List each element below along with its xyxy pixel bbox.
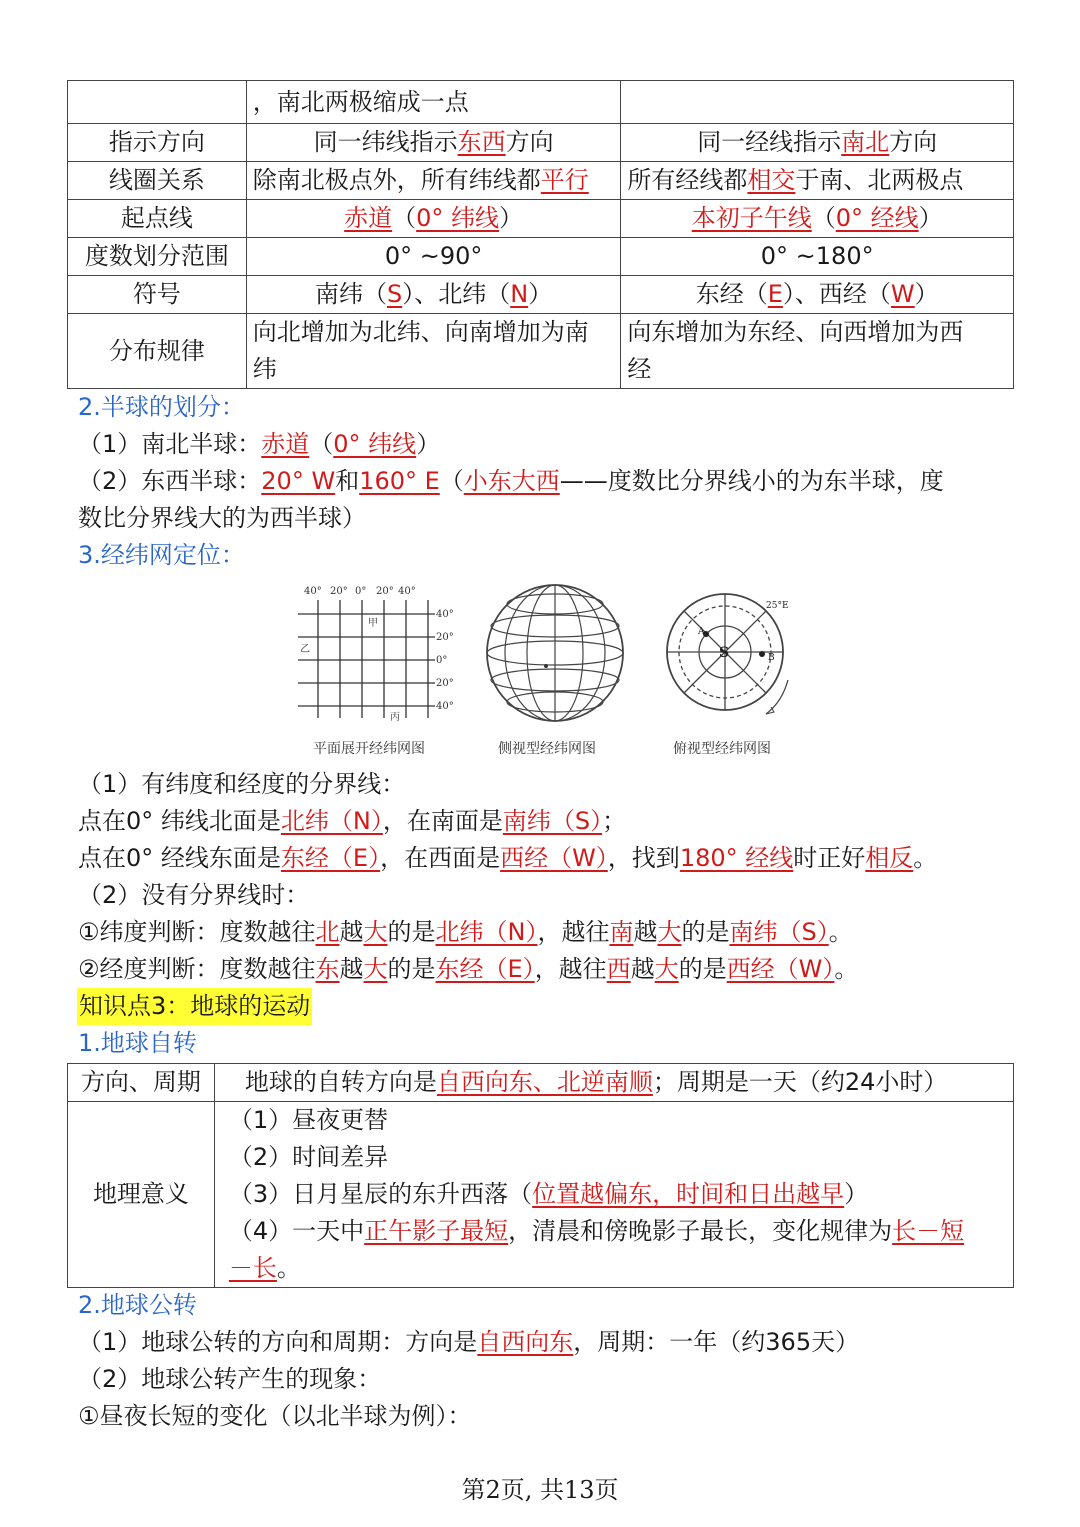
row-label: 起点线 [68, 200, 247, 238]
paragraph: （2）地球公转产生的现象： [78, 1365, 382, 1393]
paragraph: （1）有纬度和经度的分界线： [78, 770, 406, 798]
point-label: 丙 [390, 712, 400, 723]
row-label: 地理意义 [68, 1102, 215, 1288]
knowledge-point-title: 知识点3：地球的运动 [77, 988, 312, 1025]
table-row: 起点线 赤道（0° 纬线） 本初子午线（0° 经线） [68, 200, 1014, 238]
paragraph: 点在0° 经线东面是东经（E），在西面是西经（W），找到180° 经线时正好相反。 [78, 844, 938, 872]
section-title-revolution: 2.地球公转 [78, 1291, 197, 1319]
tick-label: 40° [436, 609, 454, 620]
paragraph: ②经度判断：度数越往东越大的是东经（E），越往西越大的是西经（W）。 [78, 955, 859, 983]
list-item: （2）时间差异 [228, 1143, 389, 1171]
list-item: （4）一天中正午影子最短，清晨和傍晚影子最长，变化规律为长－短 [228, 1217, 965, 1245]
tick-label: 40° [436, 701, 454, 712]
tick-label: 0° [355, 586, 367, 597]
figure-caption: 平面展开经纬网图 [313, 741, 425, 757]
tick-label: 20° [436, 632, 454, 643]
list-item: （1）昼夜更替 [228, 1106, 389, 1134]
row-label: 符号 [68, 276, 247, 314]
paragraph: （2）没有分界线时： [78, 881, 310, 909]
pole-label: S [719, 645, 730, 661]
row-label: 度数划分范围 [68, 238, 247, 276]
paragraph: 数比分界线大的为西半球） [78, 504, 366, 532]
globe-side-figure [480, 578, 630, 726]
rotation-table [67, 1063, 1014, 1288]
row-label: 方向、周期 [68, 1064, 215, 1102]
tick-label: 20° [330, 586, 348, 597]
figure-caption: 俯视型经纬网图 [673, 741, 771, 757]
table-row: 符号 南纬（S）、北纬（N） 东经（E）、西经（W） [68, 276, 1014, 314]
paragraph: ①纬度判断：度数越往北越大的是北纬（N），越往南越大的是南纬（S）。 [78, 918, 853, 946]
section-title-rotation: 1.地球自转 [78, 1029, 197, 1057]
list-item: （3）日月星辰的东升西落（位置越偏东，时间和日出越早） [228, 1180, 869, 1208]
degree-label: 25°E [766, 601, 789, 611]
lat-lon-table [67, 80, 1014, 389]
list-item: －长。 [228, 1254, 301, 1282]
table-row: 度数划分范围 0° ~90° 0° ~180° [68, 238, 1014, 276]
tick-label: 0° [436, 655, 448, 666]
table-row: 分布规律 向北增加为北纬、向南增加为南 纬 向东增加为东经、向西增加为西 经 [68, 314, 1014, 389]
flat-grid-figure [290, 580, 465, 730]
point-label: 乙 [300, 644, 310, 655]
figure-caption: 侧视型经纬网图 [498, 741, 596, 757]
paragraph: （1）南北半球：赤道（0° 纬线） [78, 430, 441, 458]
section-title-grid: 3.经纬网定位： [78, 541, 245, 569]
paragraph: （2）东西半球：20° W和160° E（小东大西——度数比分界线小的为东半球，度 [78, 467, 944, 495]
table-row [68, 1102, 1014, 1288]
table-row [68, 81, 1014, 124]
tick-label: 40° [304, 586, 322, 597]
paragraph: （1）地球公转的方向和周期：方向是自西向东，周期：一年（约365天） [78, 1328, 860, 1356]
globe-polar-figure [650, 590, 800, 725]
row-label: 分布规律 [68, 314, 247, 389]
table-row: 指示方向 同一纬线指示东西方向 同一经线指示南北方向 [68, 124, 1014, 162]
row-label: 线圈关系 [68, 162, 247, 200]
point-label: B [768, 653, 775, 663]
row-label: 指示方向 [68, 124, 247, 162]
point-label: 甲 [368, 618, 378, 629]
paragraph: ①昼夜长短的变化（以北半球为例）： [78, 1402, 472, 1430]
page-footer: 第2页, 共13页 [461, 1476, 619, 1504]
tick-label: 20° [436, 678, 454, 689]
section-title-hemispheres: 2.半球的划分： [78, 393, 245, 421]
paragraph: 点在0° 纬线北面是北纬（N），在南面是南纬（S）； [78, 807, 627, 835]
point-label: A [698, 627, 705, 637]
tick-label: 20° [376, 586, 394, 597]
table-row: 方向、周期 地球的自转方向是自西向东、北逆南顺；周期是一天（约24小时） [68, 1064, 1014, 1102]
table-row: 线圈关系 除南北极点外，所有纬线都平行 所有经线都相交于南、北两极点 [68, 162, 1014, 200]
cell-text: ，南北两极缩成一点 [252, 87, 469, 116]
tick-label: 40° [398, 586, 416, 597]
